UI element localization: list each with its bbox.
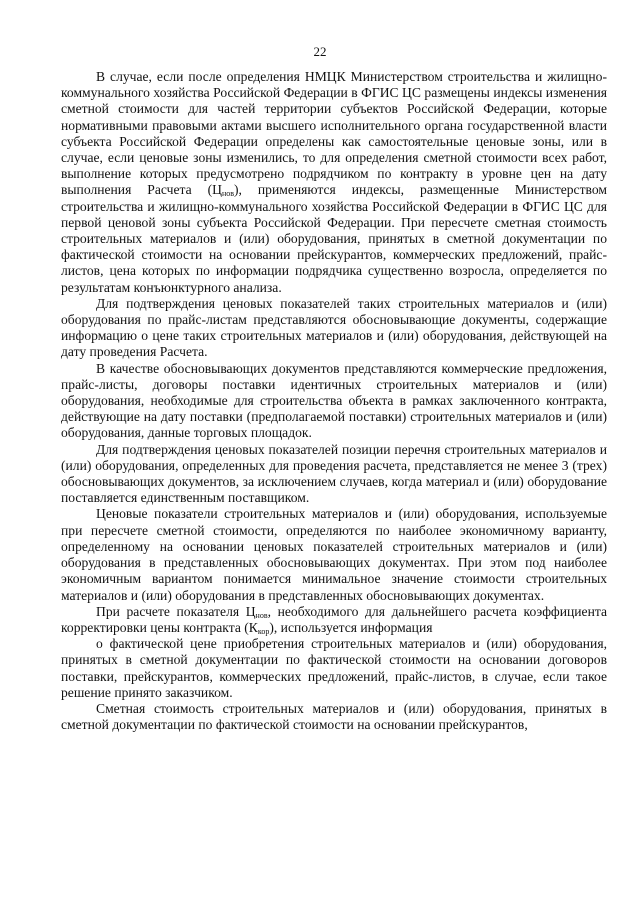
document-body: [61, 69, 607, 733]
paragraph: [61, 296, 607, 361]
paragraph-text: о фактической цене приобретения строительных материалов и (или) оборудования, принятых в сметной документации по фактической стоимости на основании договоров поставки, прейскурантов, коммерческих предложений, прайс-листов, в случае, если такое решение принято заказчиком.: [61, 636, 607, 700]
paragraph-text: Для подтверждения ценовых показателей позиции перечня строительных материалов и (или) оборудования, определенных для проведения расчета, представляется не менее 3 (трех) обосновывающих документов, за исключением случаев, когда материал и (или) оборудование поставляется единственным поставщиком.: [61, 441, 607, 506]
paragraph: [61, 69, 607, 296]
paragraph-text: При расчете показателя Ц: [96, 603, 256, 619]
paragraph-text: ), применяются индексы, размещенные Министерством строительства и жилищно-коммунального хозяйства Российской Федерации в ФГИС ЦС для первой ценовой зоны субъекта Российской Федерации. При пересчете сметная стоимость строительных материалов и (или) оборудования, принятых в сметной документации по фактической стоимости на основании прейскурантов, коммерческих предложений, прайс-листов, цена которых по информации подрядчика существенно возросла, определяется по результатам конъюнктурного анализа.: [61, 182, 607, 295]
paragraph-text: Ценовые показатели строительных материалов и (или) оборудования, используемые при пересчете сметной стоимости, определяются по наиболее экономичному варианту, определенному на основании ценовых показателей строительных материалов и (или) оборудования в представленных обосновывающих документах. При этом под наиболее экономичным вариантом понимается минимальное значение стоимости строительных материалов и (или) оборудования в представленных обосновывающих документах.: [61, 506, 607, 603]
paragraph: [61, 506, 607, 603]
paragraph: [61, 361, 607, 442]
paragraph: [61, 636, 607, 701]
paragraph-text: Для подтверждения ценовых показателей таких строительных материалов и (или) оборудования по прайс-листам представляются обосновывающие документы, содержащие информацию о цене таких строительных материалов и (или) оборудования, действующей на дату проведения Расчета.: [61, 295, 607, 360]
paragraph: [61, 442, 607, 507]
subscript-text: нов: [255, 610, 268, 620]
paragraph-text: ), используется информация: [269, 619, 433, 635]
paragraph-text: В качестве обосновывающих документов представляются коммерческие предложения, прайс-листы, договоры поставки идентичных строительных материалов и (или) оборудования, необходимые для строительства объекта в рамках заключенного контракта, действующие на дату поставки (предполагаемой поставки) строительных материалов и (или) оборудования, данные торговых площадок.: [61, 360, 607, 441]
paragraph-text: , необходимого для дальнейшего расчета коэффициента корректировки цены контракта (К: [61, 603, 607, 635]
page-number: 22: [313, 44, 327, 59]
paragraph-text: Сметная стоимость строительных материалов и (или) оборудования, принятых в сметной документации по фактической стоимости на основании прейскурантов,: [61, 700, 607, 733]
paragraph: [61, 701, 607, 733]
subscript-text: нов: [221, 189, 235, 199]
paragraph-text: В случае, если после определения НМЦК Министерством строительства и жилищно-коммунального хозяйства Российской Федерации в ФГИС ЦС размещены индексы изменения сметной стоимости для частей территории субъектов Российской Федерации, которые нормативными правовыми актами высшего исполнительного органа государственной власти субъекта Российской Федерации определены как самостоятельные ценовые зоны, или в случае, если ценовые зоны изменились, то для определения сметной стоимости всех работ, выполнение которых предусмотрено подрядчиком по контракту в уровне цен на дату выполнения Расчета (Ц: [61, 69, 607, 198]
paragraph: [61, 604, 607, 636]
subscript-text: кор: [257, 626, 270, 636]
